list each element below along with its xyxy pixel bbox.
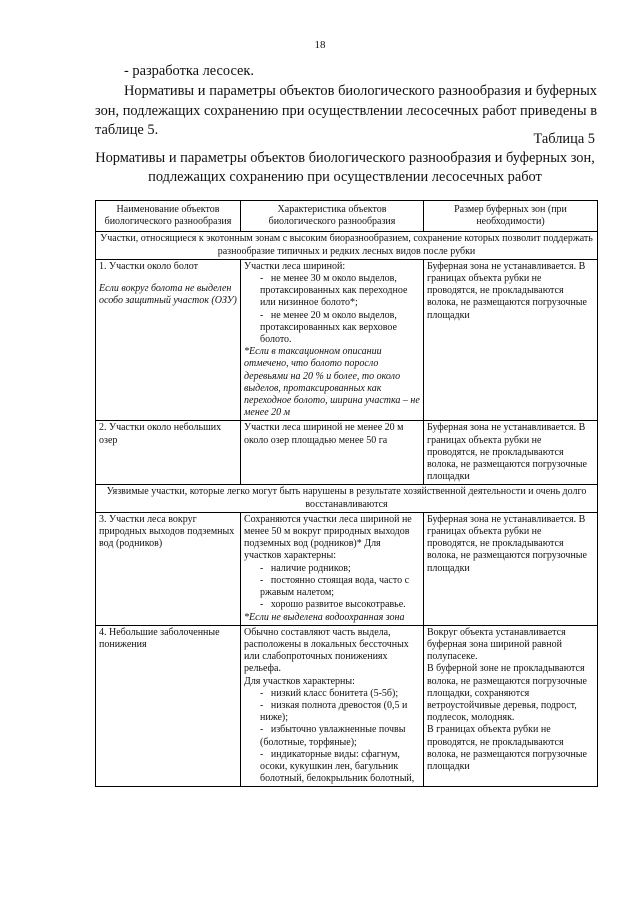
row2-char: Участки леса шириной не менее 20 м около озер площадью менее 50 га	[241, 421, 424, 485]
row4-char-item: - избыточно увлажненные почвы (болотные, торфяные);	[244, 724, 420, 748]
row3-char-item: - хорошо развитое высокотравье.	[244, 599, 420, 611]
table-row	[96, 512, 598, 625]
table-row	[96, 259, 598, 421]
row4-char-item: - индикаторные виды: сфагнум, осоки, кукушкин лен, багульник болотный, белокрыльник болотный,	[244, 749, 420, 786]
section-row	[96, 485, 598, 512]
row4-char-intro: Обычно составляют часть выдела, расположены в локальных бессточных или слабопроточных понижениях рельефа.	[244, 626, 409, 675]
row1-char-item: - не менее 20 м около выделов, протаксированных как верховое болото.	[244, 310, 420, 347]
row4-buffer-text: Вокруг объекта устанавливается буферная зона шириной равной полупасеке.	[427, 626, 566, 663]
row3-char-item: - постоянно стоящая вода, часто с ржавым налетом;	[244, 575, 420, 599]
section-vulnerable: Уязвимые участки, которые легко могут быть нарушены в результате хозяйственной деятельности и очень долго восстанавливаются	[96, 485, 598, 512]
row3-char-cell	[241, 512, 424, 625]
row1-char-intro: Участки леса шириной:	[244, 260, 346, 272]
section-row	[96, 232, 598, 259]
row4-buffer-text: В границах объекта рубки не проводятся, не прокладываются волока, не размещаются погрузочные площадки	[427, 724, 587, 772]
row1-char-item: - не менее 30 м около выделов, протаксированных как переходное или низинное болото*;	[244, 273, 420, 310]
row1-name-note: Если вокруг болота не выделен особо защитный участок (ОЗУ)	[99, 283, 237, 307]
table-row	[96, 421, 598, 485]
row2-name: 2. Участки около небольших озер	[96, 421, 241, 485]
intro-paragraph: Нормативы и параметры объектов биологического разнообразия и буферных зон, подлежащих сохранению при осуществлении лесосечных работ приведены в таблице 5.	[95, 83, 597, 138]
row4-buffer-cell	[424, 625, 598, 787]
row3-char-item: - наличие родников;	[244, 563, 420, 575]
header-buffer-size: Размер буферных зон (при необходимости)	[424, 201, 598, 232]
row3-char-intro: Сохраняются участки леса шириной не менее 50 м вокруг природных выходов подземных вод (родников)* Для участков характерны:	[244, 513, 412, 562]
row4-char-cell	[241, 625, 424, 787]
row4-char-intro2: Для участков характерны:	[244, 675, 355, 687]
table-title: Нормативы и параметры объектов биологического разнообразия и буферных зон, подлежащих сохранению при осуществлении лесосечных работ	[95, 150, 595, 185]
header-name: Наименование объектов биологического разнообразия	[96, 201, 241, 232]
row1-char-cell	[241, 259, 424, 421]
row1-name-cell	[96, 259, 241, 421]
row3-buffer: Буферная зона не устанавливается. В границах объекта рубки не проводятся, не прокладываются волока, не размещаются погрузочные площадки	[424, 512, 598, 625]
section-ecotone: Участки, относящиеся к экотонным зонам с высоким биоразнообразием, сохранение которых позволит поддержать разнообразие типичных и редких лесных видов после рубки	[96, 232, 598, 259]
table-header-row	[96, 201, 598, 232]
row1-char-note: *Если в таксационном описании отмечено, что болото поросло деревьями на 20 % и более, то около выделов, протаксированных как переходное болото, ширина участка – не менее 20 м	[244, 346, 420, 419]
row1-name: 1. Участки около болот	[99, 260, 198, 272]
biodiversity-table	[95, 200, 598, 787]
page-number: 18	[314, 39, 326, 51]
table-row	[96, 625, 598, 787]
header-characteristic: Характеристика объектов биологического разнообразия	[241, 201, 424, 232]
row3-name: 3. Участки леса вокруг природных выходов подземных вод (родников)	[96, 512, 241, 625]
table-label: Таблица 5	[533, 131, 595, 147]
bullet-item: - разработка лесосек.	[124, 63, 255, 79]
row4-char-item: - низкая полнота древостоя (0,5 и ниже);	[244, 700, 420, 724]
row3-char-note: *Если не выделена водоохранная зона	[244, 611, 405, 623]
row4-name: 4. Небольшие заболоченные понижения	[96, 625, 241, 787]
row4-buffer-text: В буферной зоне не прокладываются волока, не размещаются погрузочные площадки, сохраняются ветроустойчивые деревья, подрост, подлесок, молодняк.	[427, 663, 587, 724]
row4-char-item: - низкий класс бонитета (5-5б);	[244, 688, 420, 700]
row2-buffer: Буферная зона не устанавливается. В границах объекта рубки не проводятся, не прокладываются волока, не размещаются погрузочные площадки	[424, 421, 598, 485]
row1-buffer: Буферная зона не устанавливается. В границах объекта рубки не проводятся, не прокладываются волока, не размещаются погрузочные площадки	[424, 259, 598, 421]
